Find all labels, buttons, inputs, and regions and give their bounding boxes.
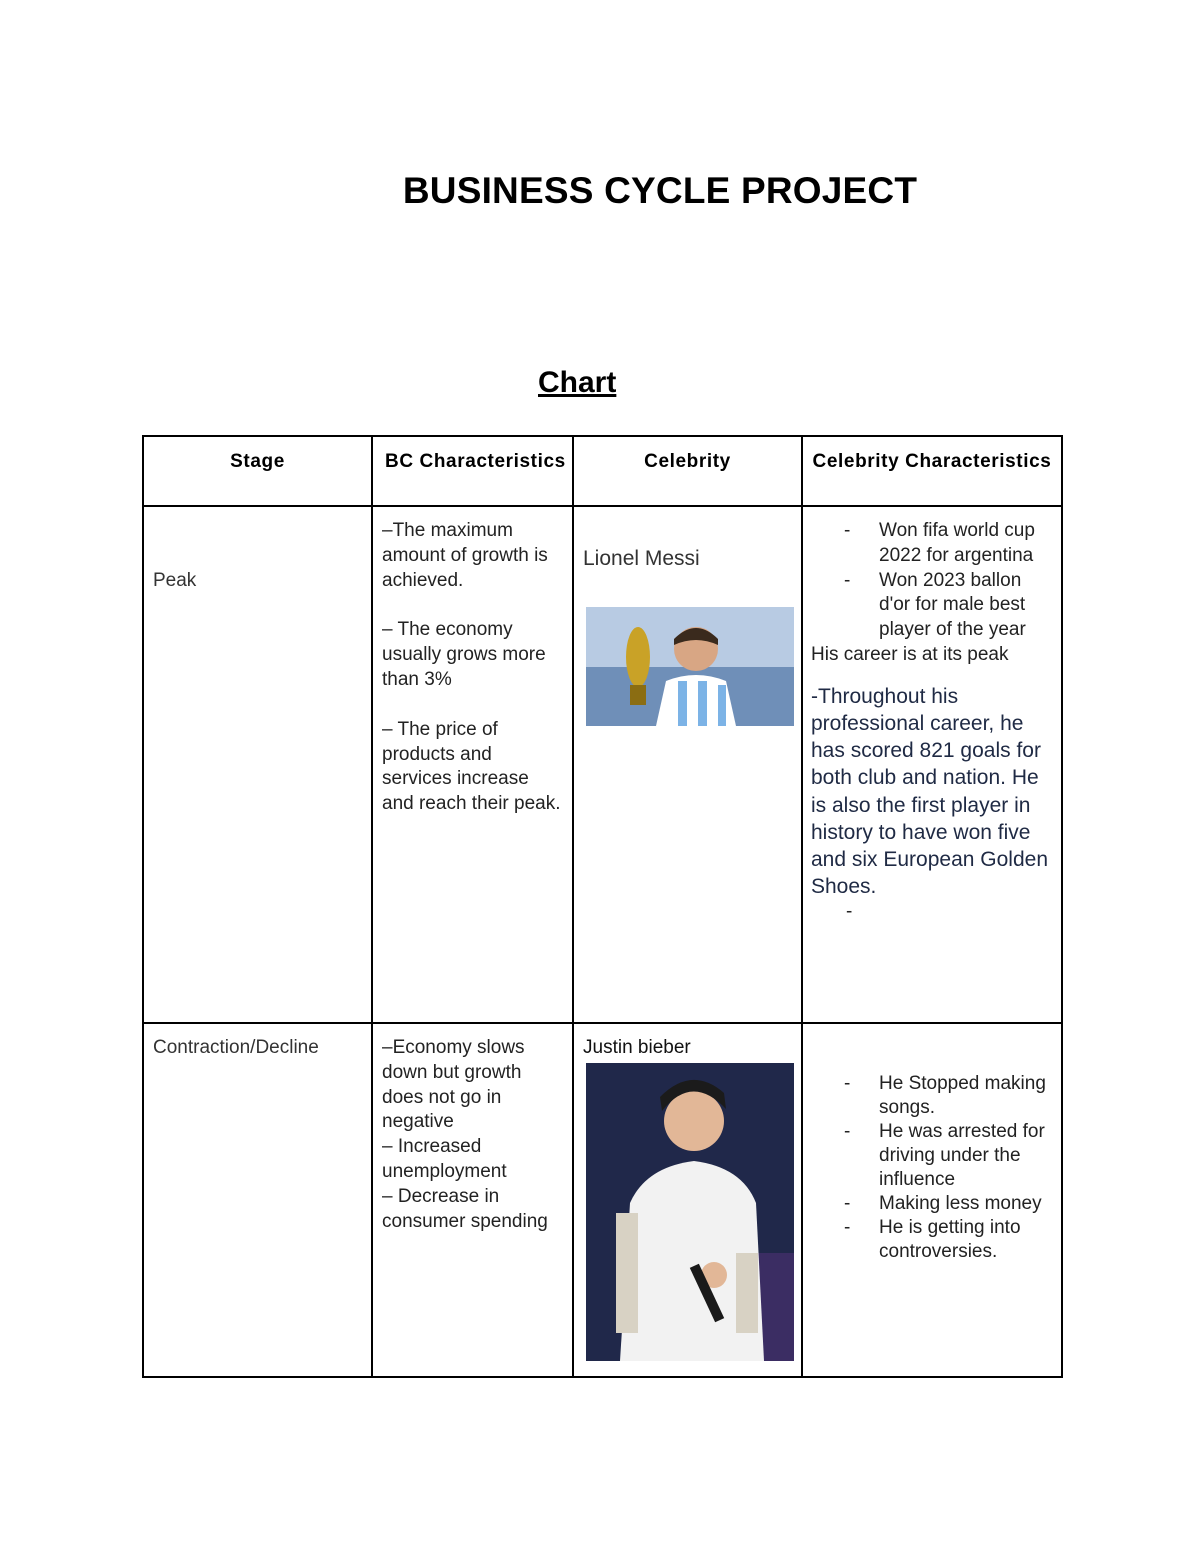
bc-cell [372, 506, 573, 1023]
business-cycle-table [142, 435, 1063, 1378]
career-paragraph: -Throughout his professional career, he has scored 821 goals for both club and nation. He is also the first player in history to have won five and six European Golden Shoes. [811, 684, 1048, 899]
celebrity-cell [573, 506, 802, 1023]
header-celebrity-characteristics: Celebrity Characteristics [802, 436, 1062, 506]
bc-item: – The economy usually grows more than 3% [382, 619, 546, 690]
header-bc-characteristics: BC Characteristics [372, 436, 573, 506]
table-header-row [143, 436, 1062, 506]
celebrity-name: Justin bieber [583, 1037, 691, 1058]
celebrity-characteristics-cell [802, 506, 1062, 1023]
career-note: His career is at its peak [811, 643, 1009, 665]
trailing-dash: - [846, 901, 853, 923]
bc-item: – Increased unemployment [382, 1136, 507, 1182]
characteristic-item: - Won fifa world cup 2022 for argentina [809, 519, 1053, 569]
messi-photo-image [586, 607, 794, 726]
bc-item: –Economy slows down but growth does not go in negative [382, 1037, 525, 1133]
characteristic-item: - He was arrested for driving under the influence [809, 1120, 1053, 1192]
bieber-photo [586, 1063, 794, 1361]
bc-item: – The price of products and services increase and reach their peak. [382, 718, 561, 815]
celebrity-characteristics-cell [802, 1023, 1062, 1377]
characteristic-item: - Making less money [809, 1192, 1053, 1216]
characteristic-item: - Won 2023 ballon d'or for male best player of the year [809, 569, 1053, 643]
section-heading: Chart [538, 366, 617, 399]
messi-photo [586, 607, 794, 726]
stage-label: Peak [153, 570, 197, 591]
celebrity-name: Lionel Messi [583, 547, 700, 570]
celebrity-cell [573, 1023, 802, 1377]
document-title: BUSINESS CYCLE PROJECT [402, 170, 918, 211]
stage-cell [143, 506, 372, 1023]
stage-cell [143, 1023, 372, 1377]
header-stage: Stage [143, 436, 372, 506]
bc-item: – Decrease in consumer spending [382, 1185, 548, 1232]
characteristic-item: - He is getting into controversies. [809, 1216, 1053, 1264]
table-row [143, 1023, 1062, 1377]
table-row [143, 506, 1062, 1023]
stage-label: Contraction/Decline [153, 1037, 319, 1058]
characteristic-item: - He Stopped making songs. [809, 1072, 1053, 1120]
bieber-photo-image [586, 1063, 794, 1361]
bc-item: –The maximum amount of growth is achieved. [382, 520, 548, 591]
bc-cell [372, 1023, 573, 1377]
header-celebrity: Celebrity [573, 436, 802, 506]
